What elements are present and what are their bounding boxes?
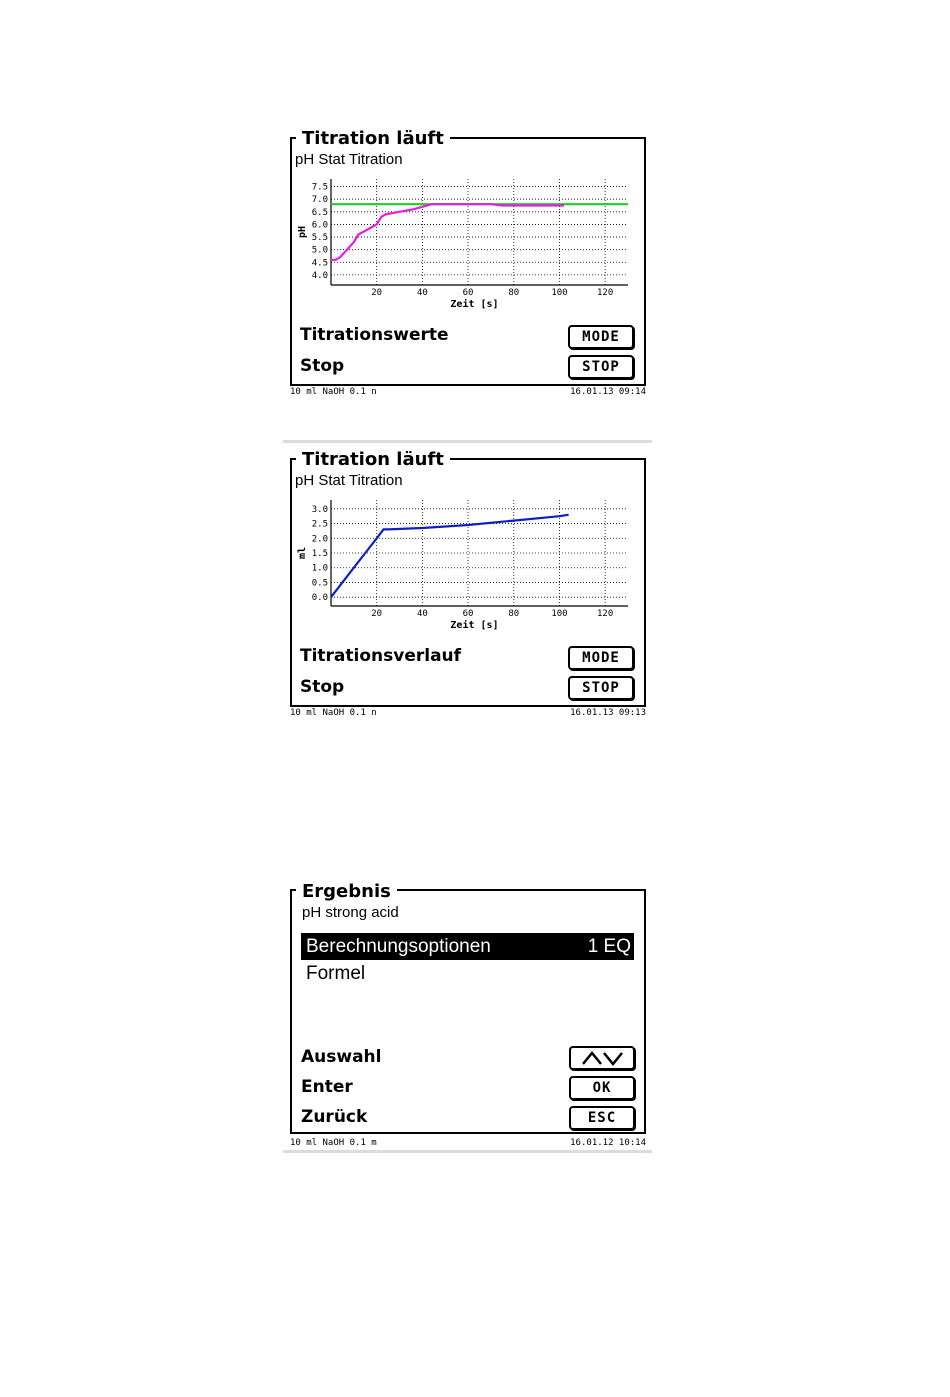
- y-tick-label: 6.5: [311, 207, 328, 218]
- up-down-arrows-icon: [577, 1049, 627, 1067]
- select-up-down-button[interactable]: [569, 1046, 635, 1070]
- y-tick-label: 2.0: [311, 534, 328, 545]
- x-tick-label: 120: [597, 288, 614, 298]
- status-reagent: 10 ml NaOH 0.1 n: [290, 708, 377, 718]
- y-tick-label: 4.0: [311, 270, 328, 281]
- y-tick-label: 1.5: [311, 549, 328, 559]
- y-tick-label: 7.0: [311, 195, 328, 206]
- x-tick-label: 100: [551, 288, 568, 298]
- ph-chart: [293, 175, 633, 315]
- separator: [283, 440, 652, 443]
- series-line-ph: [331, 204, 564, 260]
- stop-label: Stop: [300, 677, 345, 697]
- ok-button[interactable]: OK: [569, 1076, 635, 1100]
- stop-button[interactable]: STOP: [568, 355, 634, 379]
- x-tick-label: 100: [551, 609, 568, 619]
- y-tick-label: 3.0: [311, 504, 328, 515]
- x-tick-label: 80: [508, 288, 520, 298]
- status-datetime: 16.01.13 09:13: [570, 708, 646, 718]
- x-tick-label: 120: [597, 609, 614, 619]
- x-axis-label: Zeit [s]: [450, 620, 499, 631]
- x-tick-label: 40: [416, 288, 428, 298]
- status-datetime: 16.01.12 10:14: [570, 1138, 646, 1148]
- y-tick-label: 7.5: [311, 182, 328, 193]
- screen-titration-curve: [283, 446, 652, 722]
- y-tick-label: 6.0: [311, 220, 328, 231]
- list-item-formula[interactable]: [301, 960, 634, 987]
- x-tick-label: 40: [416, 609, 428, 619]
- volume-chart: [293, 496, 633, 636]
- y-tick-label: 5.5: [311, 233, 328, 244]
- esc-button[interactable]: ESC: [569, 1106, 635, 1130]
- screen-title: Titration läuft: [296, 129, 450, 149]
- status-bar: [290, 1137, 646, 1149]
- screen-subtitle: pH Stat Titration: [295, 151, 403, 168]
- y-tick-label: 4.5: [311, 258, 328, 269]
- y-tick-label: 0.0: [311, 593, 328, 604]
- y-tick-label: 2.5: [311, 519, 328, 530]
- mode-button[interactable]: MODE: [568, 325, 634, 349]
- status-reagent: 10 ml NaOH 0.1 n: [290, 387, 377, 397]
- y-tick-label: 5.0: [311, 245, 328, 256]
- x-tick-label: 80: [508, 609, 520, 619]
- screen-title: Titration läuft: [296, 450, 450, 470]
- stop-button[interactable]: STOP: [568, 676, 634, 700]
- x-tick-label: 20: [371, 288, 383, 298]
- list-item-calculation-options[interactable]: [301, 933, 634, 960]
- x-tick-label: 60: [462, 609, 474, 619]
- screen-result: [283, 877, 652, 1159]
- mode-label: Titrationsverlauf: [300, 646, 462, 666]
- screen-title: Ergebnis: [296, 882, 397, 902]
- screen-subtitle: pH Stat Titration: [295, 472, 403, 489]
- enter-label: Enter: [301, 1077, 353, 1097]
- mode-button[interactable]: MODE: [568, 646, 634, 670]
- series-line-volumen: [331, 515, 569, 598]
- status-bar: [290, 386, 646, 398]
- mode-label: Titrationswerte: [300, 325, 449, 345]
- x-tick-label: 60: [462, 288, 474, 298]
- list-item-label: Berechnungsoptionen: [306, 936, 491, 957]
- status-datetime: 16.01.13 09:14: [570, 387, 646, 397]
- y-axis-label: ml: [297, 546, 308, 560]
- screen-titration-values: [283, 125, 652, 401]
- back-label: Zurück: [301, 1107, 368, 1127]
- status-reagent: 10 ml NaOH 0.1 m: [290, 1138, 377, 1148]
- screen-subtitle: pH strong acid: [302, 904, 399, 921]
- y-axis-label: pH: [297, 225, 308, 239]
- x-axis-label: Zeit [s]: [450, 299, 499, 310]
- status-bar: [290, 707, 646, 719]
- x-tick-label: 20: [371, 609, 383, 619]
- list-item-value: 1 EQ: [587, 936, 631, 957]
- y-tick-label: 0.5: [311, 578, 328, 589]
- select-label: Auswahl: [301, 1047, 382, 1067]
- list-item-label: Formel: [306, 963, 366, 984]
- y-tick-label: 1.0: [311, 563, 328, 574]
- stop-label: Stop: [300, 356, 345, 376]
- separator: [283, 1150, 652, 1153]
